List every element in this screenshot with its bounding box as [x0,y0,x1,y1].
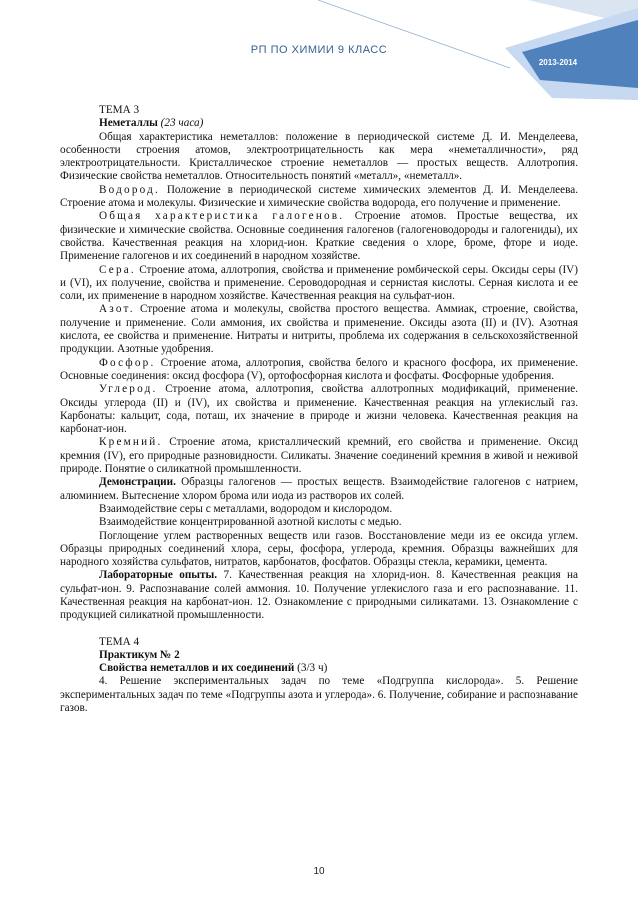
hydrogen-text: Положение в периодической системе химических элементов Д. И. Менделеева. Строение атома и молекулы. Физические и химические свойства водорода, его получение и применение. [60,183,578,210]
theme3-label: ТЕМА 3 [99,104,140,116]
nitrogen-text: Строение атома и молекулы, свойства простого вещества. Аммиак, строение, свойства, получение и применение. Соли аммония, их свойства и применение. Оксиды азота (II) и (IV). Азотная кислота, ее свойства и применение. Нитраты и нитриты, проблема их содержания в сельскохозяйственной продукции. Азотные удобрения. [60,303,578,356]
phosphorus-term: Фосфор. [99,356,156,369]
demo-term: Демонстрации. [99,476,176,489]
header-title: РП ПО ХИМИИ 9 КЛАСС [250,44,388,56]
paragraph-carbon [60,383,578,436]
sulfur-text: Строение атома, аллотропия, свойства и применение ромбической серы. Оксиды серы (IV) и (VI), их получение, свойства и применение. Сероводородная и сернистая кислоты. Серная кислота и ее соли, их применение в народном хозяйстве. Качественная реакция на сульфат-ион. [60,263,578,303]
halogens-term: Общая характеристика галогенов. [99,210,345,223]
paragraph-nitrogen [60,303,578,356]
theme4-subtitle-text: Свойства неметаллов и их соединений [99,662,295,675]
phosphorus-text: Строение атома, аллотропия, свойства белого и красного фосфора, их применение. Основные соединения: оксид фосфора (V), ортофосфорная кислота и фосфаты. Фосфорные удобрения. [60,356,578,382]
theme3-intro: Общая характеристика неметаллов: положение в периодической системе Д. И. Менделеева, особенности строения атомов, электроотрицательность как мера «неметалличности», ряд электроотрицательности. Кристаллическое строение неметаллов — простых веществ. Аллотропия. Физические свойства неметаллов. Относительность понятий «металл», «неметалл». [60,130,578,183]
silicon-term: Кремний. [99,436,163,449]
document-body [60,104,578,715]
paragraph-hydrogen [60,184,578,211]
lab-term: Лабораторные опыты. [99,569,218,582]
nitrogen-term: Азот. [99,303,135,316]
sulfur-term: Сера. [99,263,136,276]
hydrogen-term: Водород. [99,183,160,196]
paragraph-sulfur [60,264,578,304]
theme4-subtitle [60,662,578,675]
paragraph-demonstrations [60,476,578,503]
carbon-text: Строение атома, аллотропия, свойства аллотропных модификаций, применение. Оксиды углерода (II) и (IV), их свойства и применение. Качественная реакция на углекислый газ. Карбонаты: кальцит, сода, поташ, их значение в природе и жизни человека. Качественная реакция на карбонат-ион. [60,383,578,436]
paragraph-lab [60,569,578,622]
theme4-title-text: Практикум № 2 [99,648,180,661]
theme3-heading [60,117,578,130]
carbon-term: Углерод. [99,383,158,396]
paragraph-phosphorus [60,357,578,384]
paragraph-demo-nitric: Взаимодействие концентрированной азотной кислоты с медью. [99,516,402,529]
theme4-hours: (3/3 ч) [294,662,328,675]
paragraph-demo-carbon: Поглощение углем растворенных веществ или газов. Восстановление меди из ее оксида углем. Образцы природных соединений хлора, серы, фосфора, углерода, кремния. Образцы важнейших для народного хозяйства сульфатов, нитратов, карбонатов, фосфатов. Образцы стекла, керамики, цемента. [60,529,578,569]
theme3-hours: (23 часа) [160,117,204,130]
paragraph-halogens [60,210,578,263]
theme3-title: Неметаллы [99,117,158,130]
demo-text: Образцы галогенов — простых веществ. Взаимодействие галогенов с натрием, алюминием. Вытеснение хлором брома или иода из растворов их солей. [60,476,578,502]
paragraph-silicon [60,436,578,476]
silicon-text: Строение атома, кристаллический кремний, его свойства и применение. Оксид кремния (IV), его природные разновидности. Силикаты. Значение соединений кремния в живой и неживой природе. Понятие о силикатной промышленности. [60,436,578,476]
page-number: 10 [313,866,325,877]
theme4-title [60,649,578,662]
decor-line [318,0,510,68]
theme4-label: ТЕМА 4 [99,635,140,648]
theme4-practicum-text: 4. Решение экспериментальных задач по теме «Подгруппа кислорода». 5. Решение экспериментальных задач по теме «Подгруппы азота и углерода». 6. Получение, собирание и распознавание газов. [60,675,578,715]
paragraph-demo-sulfur: Взаимодействие серы с металлами, водородом и кислородом. [99,502,393,515]
year-badge: 2013-2014 [538,58,578,67]
lab-text: 7. Качественная реакция на хлорид-ион. 8. Качественная реакция на сульфат-ион. 9. Распознавание солей аммония. 10. Получение углекислого газа и его распознавание. 11. Качественная реакция на карбонат-ион. 12. Ознакомление с природными силикатами. 13. Ознакомление с продукцией силикатной промышленности. [60,569,579,622]
halogens-text: Строение атомов. Простые вещества, их физические и химические свойства. Основные соединения галогенов (галогеноводороды и галогениды), их свойства. Качественная реакция на хлорид-ион. Краткие сведения о хлоре, броме, фторе и иоде. Применение галогенов и их соединений в народном хозяйстве. [60,210,578,263]
